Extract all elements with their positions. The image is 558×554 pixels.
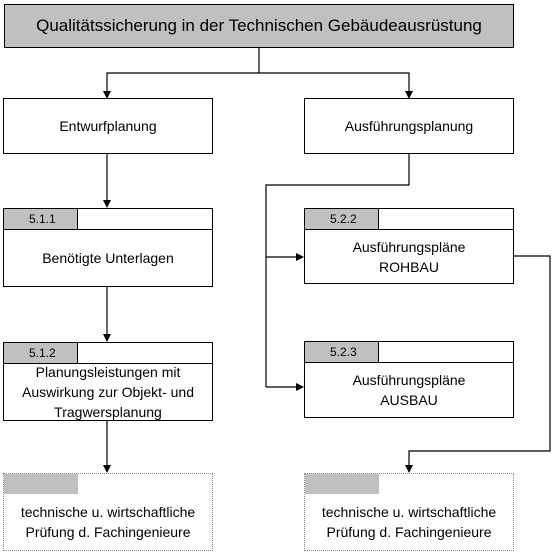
right-review-line-1: technische u. wirtschaftliche xyxy=(321,504,497,520)
left-review-box xyxy=(3,473,213,551)
step-5-2-3-line-2: AUSBAU xyxy=(380,392,438,408)
step-5-2-3-line-1: Ausführungspläne xyxy=(352,372,466,388)
step-5-1-2-number: 5.1.2 xyxy=(4,343,78,363)
step-5-2-3-number: 5.2.3 xyxy=(305,342,379,362)
step-5-2-2-text xyxy=(353,237,466,277)
ausfuehrungsplanung-box xyxy=(304,98,514,154)
step-5-1-2-line-3: Tragwersplanung xyxy=(54,404,162,420)
step-5-1-2-text xyxy=(22,362,194,422)
entwurfplanung-label: Entwurfplanung xyxy=(59,118,157,134)
step-5-1-1-line-1: Benötigte Unterlagen xyxy=(42,250,174,266)
left-review-line-1: technische u. wirtschaftliche xyxy=(20,504,196,520)
step-5-2-3-box xyxy=(304,362,514,418)
step-5-1-1-number: 5.1.1 xyxy=(4,209,78,229)
step-5-1-1-text xyxy=(42,248,174,268)
step-5-1-1-box xyxy=(3,229,213,287)
step-5-1-2-box xyxy=(3,363,213,421)
step-5-1-2-number-tab xyxy=(3,342,213,364)
right-review-number-cell xyxy=(305,474,379,494)
left-review-line-2: Prüfung d. Fachingenieure xyxy=(25,524,191,540)
step-5-2-3-text xyxy=(353,370,466,410)
right-review-text xyxy=(305,502,513,542)
step-5-1-2-line-1: Planungsleistungen mit xyxy=(35,364,181,380)
right-review-line-2: Prüfung d. Fachingenieure xyxy=(326,524,492,540)
step-5-2-2-number-tab xyxy=(304,208,514,230)
step-5-1-2-line-2: Auswirkung zur Objekt- und xyxy=(22,384,194,400)
diagram-title xyxy=(4,4,514,48)
diagram-title-text: Qualitätssicherung in der Technischen Gebäudeausrüstung xyxy=(36,16,482,35)
branch-to-entwurfplanung-arrow xyxy=(107,73,259,98)
left-review-number-cell xyxy=(4,474,78,494)
entwurfplanung-box xyxy=(3,98,213,154)
step-5-1-1-number-tab xyxy=(3,208,213,230)
left-review-text xyxy=(4,502,212,542)
right-review-box xyxy=(304,473,514,551)
branch-to-ausfuehrungsplanung-arrow xyxy=(259,73,409,98)
step-5-2-2-line-1: Ausführungspläne xyxy=(352,238,466,255)
step-5-2-2-box xyxy=(304,229,514,284)
step-5-2-2-number: 5.2.2 xyxy=(305,209,379,229)
ausfuehrungsplanung-label: Ausführungsplanung xyxy=(344,118,474,134)
step-5-2-2-line-2: ROHBAU xyxy=(379,258,439,275)
step-5-2-3-number-tab xyxy=(304,341,514,363)
